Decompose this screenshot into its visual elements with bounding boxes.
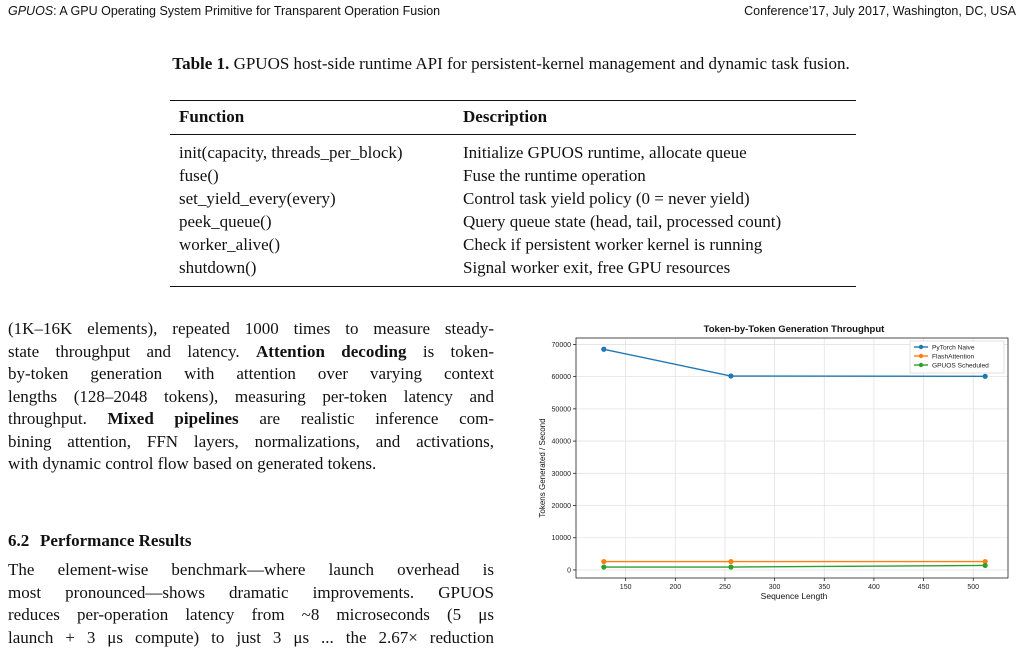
legend-marker-pytorch-naive bbox=[919, 345, 923, 349]
text-line: launch + 3 μs compute) to just 3 μs ... the 2.67× reduction bbox=[8, 627, 494, 649]
table-row bbox=[170, 258, 856, 282]
y-tick-label: 60000 bbox=[552, 374, 572, 381]
chart-y-axis-label: Tokens Generated / Second bbox=[538, 418, 547, 517]
x-tick-label: 400 bbox=[868, 584, 880, 591]
table-row bbox=[170, 235, 856, 259]
data-point-gpuos-scheduled bbox=[728, 564, 733, 569]
x-tick-label: 300 bbox=[769, 584, 781, 591]
table-mid-rule bbox=[170, 134, 856, 135]
throughput-chart bbox=[528, 318, 1016, 608]
text-line: throughput. Mixed pipelines are realistic inference com- bbox=[8, 408, 494, 431]
x-tick-label: 500 bbox=[967, 584, 979, 591]
chart-title: Token-by-Token Generation Throughput bbox=[704, 324, 886, 335]
data-point-flashattention bbox=[601, 559, 606, 564]
header-conference: Conference’17, July 2017, Washington, DC, USA bbox=[744, 4, 1016, 18]
data-point-pytorch-naive bbox=[601, 347, 606, 352]
y-tick-label: 30000 bbox=[552, 471, 572, 478]
section-heading bbox=[8, 531, 192, 551]
table-row bbox=[170, 189, 856, 213]
x-tick-label: 200 bbox=[669, 584, 681, 591]
y-tick-label: 0 bbox=[567, 567, 571, 574]
table-cell-function: fuse() bbox=[179, 166, 219, 186]
legend-label-pytorch-naive: PyTorch Naive bbox=[932, 344, 975, 351]
series-line-gpuos-scheduled bbox=[604, 565, 985, 567]
text-line: The element-wise benchmark—where launch overhead is bbox=[8, 559, 494, 582]
paragraph-results bbox=[8, 559, 494, 649]
legend-marker-gpuos-scheduled bbox=[919, 363, 923, 367]
text-line: lengths (128–2048 tokens), measuring per-token latency and bbox=[8, 386, 494, 409]
data-point-flashattention bbox=[728, 559, 733, 564]
y-tick-label: 40000 bbox=[552, 439, 572, 446]
section-title: Performance Results bbox=[40, 531, 192, 550]
y-tick-label: 70000 bbox=[552, 342, 572, 349]
data-point-gpuos-scheduled bbox=[601, 564, 606, 569]
table-cell-function: shutdown() bbox=[179, 258, 256, 278]
legend-label-flashattention: FlashAttention bbox=[932, 353, 974, 360]
y-tick-label: 50000 bbox=[552, 406, 572, 413]
x-tick-label: 450 bbox=[918, 584, 930, 591]
header-paper-title: : A GPU Operating System Primitive for Transparent Operation Fusion bbox=[53, 4, 440, 18]
data-point-pytorch-naive bbox=[728, 373, 733, 378]
text-line: (1K–16K elements), repeated 1000 times to measure steady- bbox=[8, 318, 494, 341]
table-caption-label: Table 1. bbox=[172, 54, 229, 73]
table-bottom-rule bbox=[170, 286, 856, 287]
table-cell-description: Query queue state (head, tail, processed count) bbox=[463, 212, 781, 232]
header-system-name: GPUOS bbox=[8, 4, 53, 18]
table-row bbox=[170, 166, 856, 190]
table-cell-description: Check if persistent worker kernel is running bbox=[463, 235, 762, 255]
data-point-gpuos-scheduled bbox=[983, 563, 988, 568]
table-cell-function: set_yield_every(every) bbox=[179, 189, 336, 209]
text-line: with dynamic control flow based on generated tokens. bbox=[8, 453, 494, 476]
table-cell-description: Fuse the runtime operation bbox=[463, 166, 646, 186]
table-cell-description: Control task yield policy (0 = never yield) bbox=[463, 189, 750, 209]
table-header-function: Function bbox=[179, 107, 244, 127]
legend-marker-flashattention bbox=[919, 354, 923, 358]
table-cell-function: peek_queue() bbox=[179, 212, 272, 232]
term-attention-decoding: Attention decoding bbox=[256, 342, 406, 361]
table-row bbox=[170, 143, 856, 167]
x-tick-label: 250 bbox=[719, 584, 731, 591]
paragraph-workloads bbox=[8, 318, 494, 476]
table-cell-description: Signal worker exit, free GPU resources bbox=[463, 258, 730, 278]
chart-x-axis-label: Sequence Length bbox=[761, 591, 828, 601]
y-tick-label: 10000 bbox=[552, 535, 572, 542]
term-mixed-pipelines: Mixed pipelines bbox=[108, 409, 239, 428]
data-point-pytorch-naive bbox=[983, 374, 988, 379]
x-tick-label: 350 bbox=[818, 584, 830, 591]
table-top-rule bbox=[170, 100, 856, 101]
text-line: by-token generation with attention over varying context bbox=[8, 363, 494, 386]
header-left bbox=[8, 4, 440, 18]
table-header-description: Description bbox=[463, 107, 547, 127]
x-tick-label: 150 bbox=[620, 584, 632, 591]
table-cell-function: init(capacity, threads_per_block) bbox=[179, 143, 403, 163]
text-line: state throughput and latency. Attention decoding is token- bbox=[8, 341, 494, 364]
text-line: reduces per-operation latency from ~8 microseconds (5 μs bbox=[8, 604, 494, 627]
y-tick-label: 20000 bbox=[552, 503, 572, 510]
table-cell-description: Initialize GPUOS runtime, allocate queue bbox=[463, 143, 747, 163]
table-caption bbox=[0, 54, 1022, 74]
text-line: most pronounced—shows dramatic improvements. GPUOS bbox=[8, 582, 494, 605]
plot-frame bbox=[576, 338, 1008, 578]
table-cell-function: worker_alive() bbox=[179, 235, 280, 255]
section-number: 6.2 bbox=[8, 531, 40, 551]
running-header bbox=[0, 0, 1022, 22]
throughput-chart-svg bbox=[528, 318, 1016, 608]
text-line: bining attention, FFN layers, normalizations, and activations, bbox=[8, 431, 494, 454]
legend-label-gpuos-scheduled: GPUOS Scheduled bbox=[932, 362, 989, 369]
table-row bbox=[170, 212, 856, 236]
table-caption-text: GPUOS host-side runtime API for persistent-kernel management and dynamic task fusion. bbox=[229, 54, 849, 73]
